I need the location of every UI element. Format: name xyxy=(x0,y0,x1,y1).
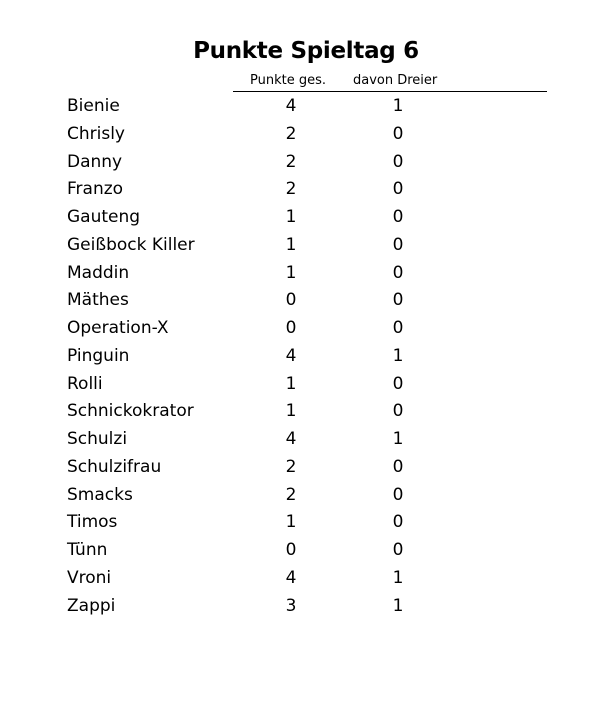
table-row xyxy=(0,537,612,565)
column-header-points: Punkte ges. xyxy=(250,73,327,88)
threes-cell: 1 xyxy=(392,429,404,449)
table-row xyxy=(0,593,612,621)
table-row xyxy=(0,287,612,315)
player-name: Tünn xyxy=(67,540,108,560)
points-cell: 2 xyxy=(285,123,297,144)
player-name: Rolli xyxy=(67,373,103,394)
points-cell: 1 xyxy=(285,207,297,227)
points-cell: 1 xyxy=(285,262,297,283)
column-header-threes: davon Dreier xyxy=(353,73,438,88)
points-cell: 1 xyxy=(285,373,297,394)
player-name: Maddin xyxy=(67,262,130,283)
threes-cell: 0 xyxy=(392,290,404,311)
threes-cell: 1 xyxy=(392,595,404,616)
table-row xyxy=(0,204,612,232)
player-name: Danny xyxy=(67,151,123,172)
table-row xyxy=(0,509,612,537)
table-row xyxy=(0,149,612,177)
threes-cell: 0 xyxy=(392,484,404,505)
table-row xyxy=(0,454,612,482)
points-cell: 0 xyxy=(285,318,297,338)
points-cell: 3 xyxy=(285,595,297,616)
threes-cell: 0 xyxy=(392,512,404,533)
points-cell: 4 xyxy=(285,345,297,366)
points-cell: 1 xyxy=(285,234,297,255)
threes-cell: 0 xyxy=(392,262,404,283)
threes-cell: 0 xyxy=(392,540,404,560)
table-row xyxy=(0,565,612,593)
page-title: Punkte Spieltag 6 xyxy=(193,38,419,64)
points-cell: 4 xyxy=(285,567,297,588)
points-cell: 1 xyxy=(285,512,297,533)
points-cell: 4 xyxy=(285,96,297,116)
player-name: Smacks xyxy=(67,484,133,505)
points-cell: 0 xyxy=(285,540,297,560)
threes-cell: 0 xyxy=(392,207,404,227)
player-name: Vroni xyxy=(67,567,112,588)
score-table xyxy=(0,93,612,620)
table-row xyxy=(0,343,612,371)
points-cell: 2 xyxy=(285,151,297,172)
table-row xyxy=(0,482,612,510)
threes-cell: 0 xyxy=(392,318,404,338)
table-row xyxy=(0,371,612,399)
threes-cell: 1 xyxy=(392,567,404,588)
points-cell: 0 xyxy=(285,290,297,311)
player-name: Timos xyxy=(67,512,118,533)
player-name: Zappi xyxy=(67,595,116,616)
player-name: Franzo xyxy=(67,179,124,200)
threes-cell: 0 xyxy=(392,373,404,394)
player-name: Schulzifrau xyxy=(67,456,162,477)
threes-cell: 0 xyxy=(392,456,404,477)
threes-cell: 1 xyxy=(392,345,404,366)
points-cell: 2 xyxy=(285,456,297,477)
threes-cell: 0 xyxy=(392,151,404,172)
table-row xyxy=(0,398,612,426)
points-cell: 1 xyxy=(285,401,297,422)
player-name: Schulzi xyxy=(67,429,128,449)
player-name: Operation-X xyxy=(67,318,169,338)
threes-cell: 0 xyxy=(392,234,404,255)
table-row xyxy=(0,260,612,288)
table-row xyxy=(0,315,612,343)
table-row xyxy=(0,93,612,121)
player-name: Mäthes xyxy=(67,290,129,311)
player-name: Pinguin xyxy=(67,345,130,366)
points-cell: 2 xyxy=(285,179,297,200)
table-row xyxy=(0,121,612,149)
table-row xyxy=(0,232,612,260)
threes-cell: 0 xyxy=(392,401,404,422)
table-row xyxy=(0,176,612,204)
player-name: Chrisly xyxy=(67,123,125,144)
player-name: Bienie xyxy=(67,96,120,116)
player-name: Schnickokrator xyxy=(67,401,194,422)
points-cell: 4 xyxy=(285,429,297,449)
threes-cell: 1 xyxy=(392,96,404,116)
threes-cell: 0 xyxy=(392,179,404,200)
player-name: Geißbock Killer xyxy=(67,234,195,255)
header-divider xyxy=(233,91,547,92)
threes-cell: 0 xyxy=(392,123,404,144)
points-cell: 2 xyxy=(285,484,297,505)
player-name: Gauteng xyxy=(67,207,141,227)
table-row xyxy=(0,426,612,454)
